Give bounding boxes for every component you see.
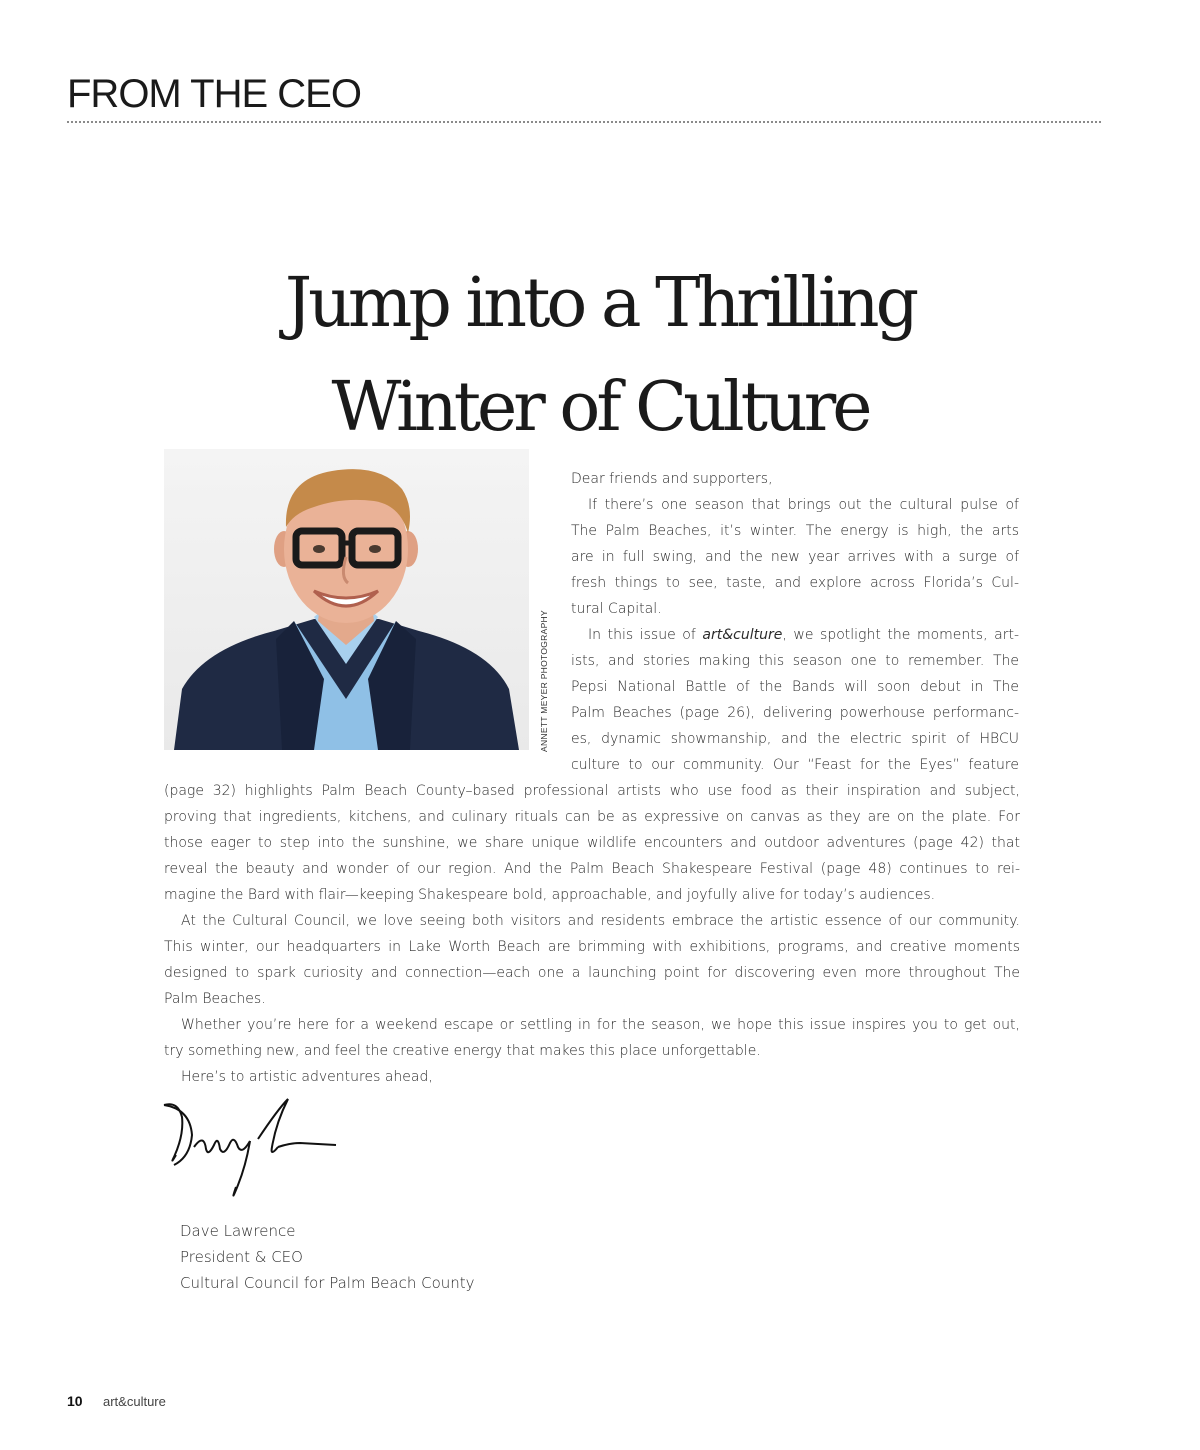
letter-right-column xyxy=(571,466,1019,778)
letter-line: At the Cultural Council, we love seeing both visitors and residents embrace the artistic essence of our community. xyxy=(181,913,1020,929)
letter-line: try something new, and feel the creative energy that makes this place unforgettable. xyxy=(164,1043,761,1059)
letter-line: proving that ingredients, kitchens, and culinary rituals can be as expressive on canvas as they are on the plate. For xyxy=(164,809,1020,825)
letter-line: reveal the beauty and wonder of our region. And the Palm Beach Shakespeare Festival (page 48) continues to rei- xyxy=(164,861,1020,877)
headline-line-1: Jump into a Thrilling xyxy=(284,264,916,343)
letter-line: culture to our community. Our “Feast for the Eyes” feature xyxy=(571,757,1019,773)
letter-line: The Palm Beaches, it’s winter. The energy is high, the arts xyxy=(571,523,1019,539)
section-divider xyxy=(67,121,1101,123)
letter-line: those eager to step into the sunshine, we share unique wildlife encounters and outdoor adventures (page 42) that xyxy=(164,835,1020,851)
magazine-name: art&culture xyxy=(103,1394,166,1409)
headline-line-2: Winter of Culture xyxy=(331,368,869,447)
letter-line xyxy=(571,622,1019,648)
signoff-name: Dave Lawrence xyxy=(180,1222,296,1240)
signoff-title: President & CEO xyxy=(180,1248,303,1266)
handwritten-signature xyxy=(160,1095,345,1215)
magazine-title-italic: art&culture xyxy=(702,627,783,643)
letter-line: Palm Beaches (page 26), delivering powerhouse performanc- xyxy=(571,705,1019,721)
letter-line: Whether you’re here for a weekend escape or settling in for the season, we hope this issue inspires you to get out, xyxy=(181,1017,1020,1033)
letter-line: designed to spark curiosity and connection—each one a launching point for discovering even more throughout The xyxy=(164,965,1020,981)
letter-line: Pepsi National Battle of the Bands will soon debut in The xyxy=(571,679,1019,695)
letter-line: are in full swing, and the new year arrives with a surge of xyxy=(571,549,1019,565)
ceo-portrait-photo xyxy=(164,449,529,750)
letter-line: fresh things to see, taste, and explore across Florida’s Cul- xyxy=(571,575,1019,591)
article-headline xyxy=(0,252,1200,460)
letter-text: In this issue of xyxy=(588,627,696,643)
salutation: Dear friends and supporters, xyxy=(571,471,773,487)
letter-full-width xyxy=(164,778,1020,1090)
letter-line: magine the Bard with flair—keeping Shakespeare bold, approachable, and joyfully alive for today’s audiences. xyxy=(164,887,936,903)
signoff-block xyxy=(180,1218,680,1296)
letter-text: , we spotlight the moments, art- xyxy=(782,627,1019,643)
letter-line: This winter, our headquarters in Lake Worth Beach are brimming with exhibitions, programs, and creative moments xyxy=(164,939,1020,955)
letter-line: If there’s one season that brings out the cultural pulse of xyxy=(588,497,1019,513)
signoff-organization: Cultural Council for Palm Beach County xyxy=(180,1274,475,1292)
photo-credit: ANNETT MEYER PHOTOGRAPHY xyxy=(539,610,549,752)
letter-line: tural Capital. xyxy=(571,601,662,617)
section-label: FROM THE CEO xyxy=(67,72,361,116)
closing-line: Here’s to artistic adventures ahead, xyxy=(181,1069,433,1085)
letter-line: ists, and stories making this season one to remember. The xyxy=(571,653,1019,669)
page-number: 10 xyxy=(67,1393,83,1409)
letter-line: (page 32) highlights Palm Beach County–based professional artists who use food as their inspiration and subject, xyxy=(164,783,1020,799)
letter-line: Palm Beaches. xyxy=(164,991,266,1007)
letter-line: es, dynamic showmanship, and the electric spirit of HBCU xyxy=(571,731,1019,747)
